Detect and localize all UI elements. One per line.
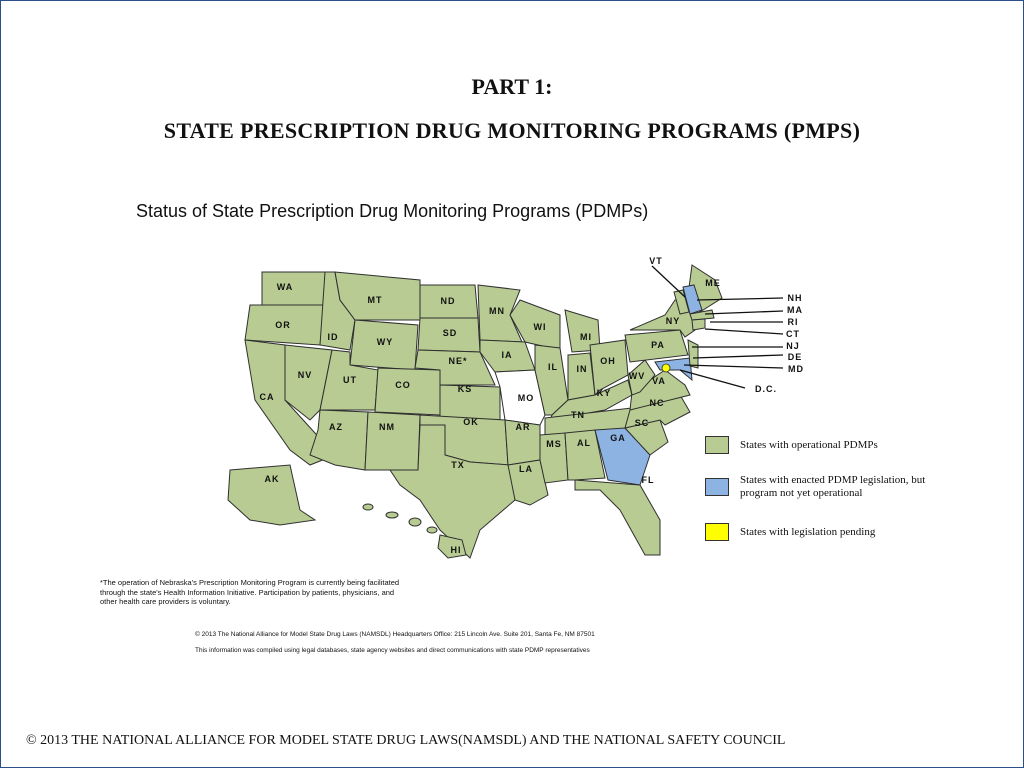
label-NJ: NJ [786, 341, 800, 351]
nebraska-footnote: *The operation of Nebraska's Prescription Monitoring Program is currently being facilitated through the state's Health Information Initiative. Participation by patients, physicians, and other health care providers is voluntary. [100, 578, 400, 606]
label-AK: AK [264, 474, 280, 484]
label-MI: MI [580, 332, 592, 342]
label-NE: NE* [448, 356, 468, 366]
label-ME: ME [705, 278, 721, 288]
label-MS: MS [546, 439, 562, 449]
label-WA: WA [276, 282, 294, 292]
label-OK: OK [463, 417, 479, 427]
label-OR: OR [275, 320, 291, 330]
legend-swatch-pending [705, 523, 729, 541]
state-CT [692, 319, 705, 330]
label-SD: SD [442, 328, 458, 338]
label-NH: NH [787, 293, 803, 303]
slide-copyright: © 2013 THE NATIONAL ALLIANCE FOR MODEL STATE DRUG LAWS(NAMSDL) AND THE NATIONAL SAFETY COUNCIL [26, 733, 786, 748]
label-PA: PA [651, 340, 665, 350]
label-IL: IL [548, 362, 558, 372]
map-source-note: This information was compiled using legal databases, state agency websites and direct communications with state PDMP representatives [195, 647, 590, 654]
label-NM: NM [379, 422, 395, 432]
state-WA [262, 272, 325, 305]
label-HI: HI [450, 545, 462, 555]
label-AZ: AZ [329, 422, 343, 432]
state-NM [365, 412, 420, 470]
label-CA: CA [259, 392, 275, 402]
label-NV: NV [297, 370, 313, 380]
map-title: Status of State Prescription Drug Monitoring Programs (PDMPs) [136, 201, 649, 221]
label-AR: AR [515, 422, 531, 432]
state-NJ [688, 340, 698, 368]
label-WY: WY [376, 337, 394, 347]
label-GA: GA [610, 433, 626, 443]
label-LA: LA [519, 464, 533, 474]
label-VT: VT [649, 256, 663, 266]
label-NC: NC [649, 398, 665, 408]
slide-title: STATE PRESCRIPTION DRUG MONITORING PROGRAMS (PMPS) [163, 118, 861, 143]
label-MT: MT [367, 295, 383, 305]
label-FL: FL [641, 475, 655, 485]
part-title: PART 1: [471, 74, 553, 99]
legend-swatch-enacted [705, 478, 729, 496]
state-CO [375, 368, 440, 415]
label-WV: WV [628, 371, 646, 381]
label-MD: MD [788, 364, 804, 374]
legend-label-enacted: States with enacted PDMP legislation, but program not yet operational [740, 474, 926, 499]
label-IN: IN [576, 364, 588, 374]
label-AL: AL [577, 438, 591, 448]
states [228, 265, 722, 558]
label-ND: ND [440, 296, 456, 306]
state-FL [575, 480, 660, 555]
label-MA: MA [787, 305, 803, 315]
label-TX: TX [451, 460, 465, 470]
legend-label-pending: States with legislation pending [740, 526, 876, 538]
label-RI: RI [787, 317, 799, 327]
label-ID: ID [327, 332, 339, 342]
label-WI: WI [533, 322, 547, 332]
label-SC: SC [634, 418, 650, 428]
label-TN: TN [571, 410, 585, 420]
dc-marker [662, 364, 670, 372]
state-IN [568, 353, 595, 400]
label-OH: OH [600, 356, 616, 366]
label-DE: DE [787, 352, 803, 362]
label-MO: MO [517, 393, 535, 403]
label-IA: IA [501, 350, 513, 360]
legend-swatch-operational [705, 436, 729, 454]
label-DC: D.C. [755, 384, 777, 394]
label-UT: UT [343, 375, 357, 385]
map-copyright: © 2013 The National Alliance for Model State Drug Laws (NAMSDL) Headquarters Office: 215 Lincoln Ave. Suite 201, Santa Fe, NM 87501 [195, 631, 595, 638]
legend-label-operational: States with operational PDMPs [740, 439, 878, 451]
label-CO: CO [395, 380, 411, 390]
label-NY: NY [665, 316, 681, 326]
label-MN: MN [489, 306, 505, 316]
label-VA: VA [652, 376, 666, 386]
label-KY: KY [596, 388, 612, 398]
label-CT: CT [786, 329, 800, 339]
label-KS: KS [457, 384, 473, 394]
